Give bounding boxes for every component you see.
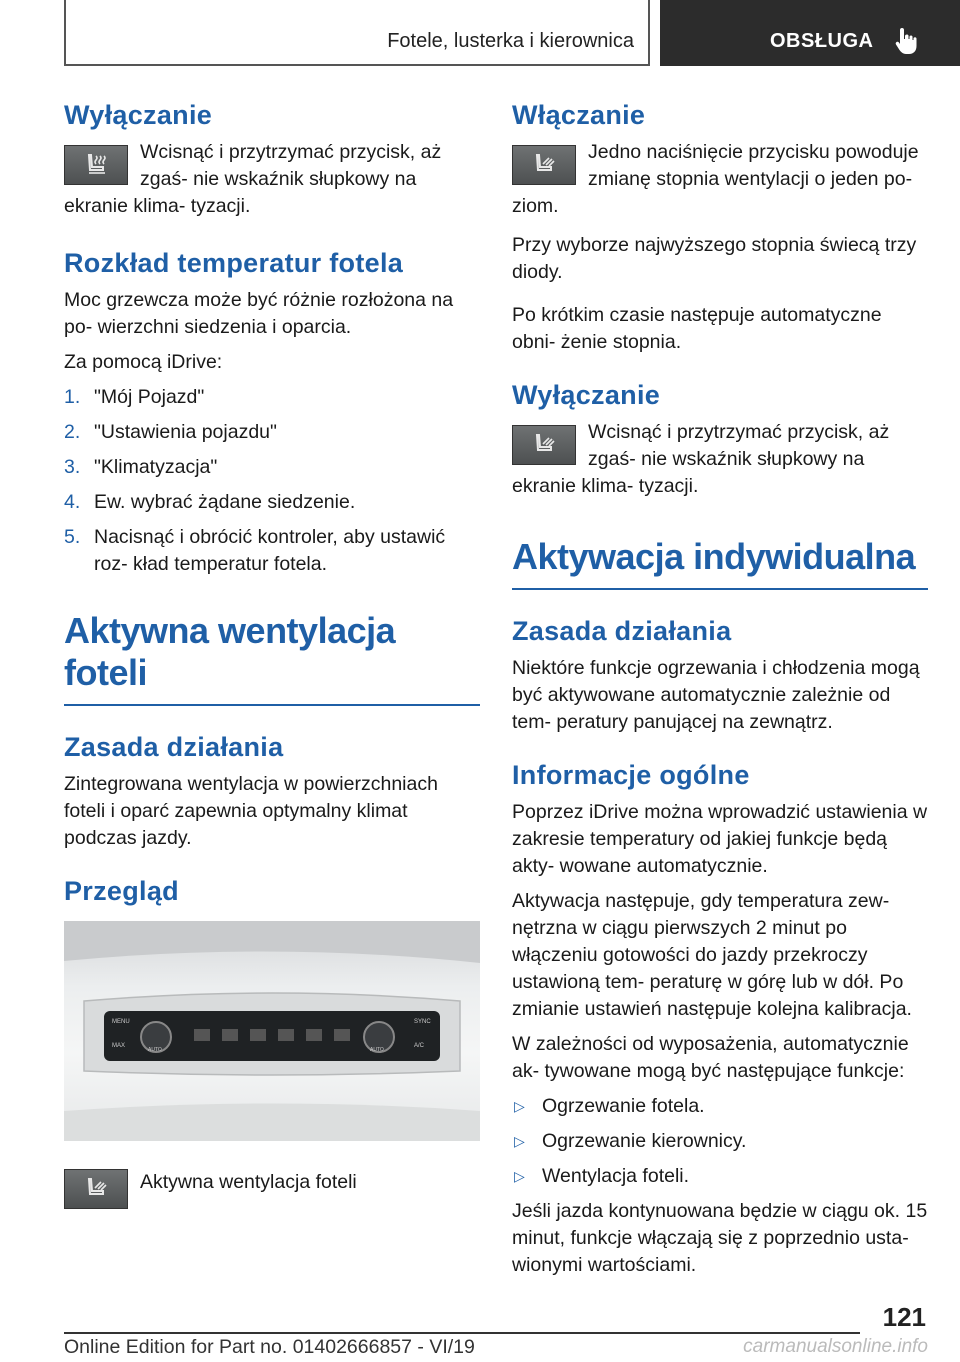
auto-functions-list: [512, 1093, 928, 1190]
climate-panel-photo: [64, 921, 480, 1141]
seat-ventilation-icon: [529, 152, 559, 178]
list-item: ▷ Ogrzewanie kierownicy.: [512, 1128, 928, 1155]
list-item: 2. "Ustawienia pojazdu": [64, 421, 277, 443]
watermark: carmanualsonline.info: [743, 1336, 928, 1357]
seat-ventilation-button: [64, 1169, 128, 1209]
page-number: 121: [882, 1302, 926, 1332]
triangle-bullet-icon: ▷: [514, 1133, 525, 1149]
off-text: Wcisnąć i przytrzymać przycisk, aż zgaś‐ nie wskaźnik słupkowy na ekranie klima‐ tyzacji.: [512, 421, 890, 497]
principle-text: Zintegrowana wentylacja w powierzchniach foteli i oparć zapewnia optymalny klimat podczas jazdy.: [64, 773, 438, 849]
off-instruction: [512, 419, 928, 500]
list-item: 3. "Klimatyzacja": [64, 456, 218, 478]
panel-label-max: MAX: [112, 1043, 126, 1049]
triangle-bullet-icon: ▷: [514, 1098, 525, 1114]
off-instruction: [64, 139, 480, 220]
heading-off: Wyłączanie: [64, 100, 213, 130]
triangle-bullet-icon: ▷: [514, 1168, 525, 1184]
on-paragraph-3: Po krótkim czasie następuje automatyczne obni‐ żenie stopnia.: [512, 304, 882, 353]
header-section-title: Fotele, lusterka i kierownica: [387, 30, 634, 52]
list-item: ▷ Wentylacja foteli.: [512, 1163, 928, 1190]
list-item: 1. "Mój Pojazd": [64, 386, 205, 408]
edition-text: Online Edition for Part no. 01402666857 - VI/19: [64, 1336, 475, 1358]
off-text: Wcisnąć i przytrzymać przycisk, aż zgaś‐ nie wskaźnik słupkowy na ekranie klima‐ tyzacji.: [64, 141, 442, 217]
on-text: Jedno naciśnięcie przycisku powoduje zmianę stopnia wentylacji o jeden po‐ ziom.: [512, 141, 919, 217]
panel-label-sync: SYNC: [414, 1019, 431, 1025]
idrive-steps: [64, 384, 480, 578]
list-item: 5. Nacisnąć i obrócić kontroler, aby ustawić roz‐ kład temperatur fotela.: [64, 526, 446, 575]
seat-heating-button: [64, 145, 128, 185]
heading-principle: Zasada działania: [512, 616, 732, 646]
on-paragraph-2: Przy wyborze najwyższego stopnia świecą trzy diody.: [512, 234, 917, 283]
heading-temperature-distribution: Rozkład temperatur fotela: [64, 248, 404, 278]
climate-panel-illustration: [64, 921, 480, 1141]
idrive-intro: Za pomocą iDrive:: [64, 351, 223, 373]
heading-principle: Zasada działania: [64, 732, 284, 762]
seat-ventilation-icon: [529, 432, 559, 458]
hand-pointer-icon: [893, 26, 921, 56]
panel-label-menu: MENU: [112, 1019, 130, 1025]
seat-ventilation-button: [512, 425, 576, 465]
on-instruction: [512, 139, 928, 220]
photo-caption-block: [64, 1163, 480, 1209]
right-column: [512, 100, 928, 1287]
list-item: ▷ Ogrzewanie fotela.: [512, 1093, 928, 1120]
panel-label-auto-right: AUTO: [370, 1047, 384, 1053]
heading-individual-activation: Aktywacja indywidualna: [512, 536, 928, 590]
heading-general-info: Informacje ogólne: [512, 760, 750, 790]
general-paragraph-3: W zależności od wyposażenia, automatycznie ak‐ tywowane mogą być następujące funkcje:: [512, 1033, 909, 1082]
general-paragraph-2: Aktywacja następuje, gdy temperatura zew‐ nętrzna w ciągu pierwszych 2 minut po włączeniu gotowości do jazdy przekroczy ustawioną tem‐ peraturę w górę lub w dół. Po zmianie ustawień następuje kolejna kalibracja.: [512, 890, 912, 1020]
photo-caption: Aktywna wentylacja foteli: [140, 1171, 357, 1193]
left-column: [64, 100, 480, 1221]
seat-heating-icon: [81, 152, 111, 178]
general-paragraph-1: Poprzez iDrive można wprowadzić ustawienia w zakresie temperatury od jakiej funkcje będą akty‐ wowane automatycznie.: [512, 801, 928, 877]
panel-label-auto-left: AUTO: [148, 1047, 162, 1053]
heading-active-ventilation: Aktywna wentylacja foteli: [64, 610, 480, 706]
header-section-tab: [64, 0, 650, 66]
heading-on: Włączanie: [512, 100, 646, 130]
header-chapter-title: OBSŁUGA: [770, 30, 874, 52]
panel-label-ac: A/C: [414, 1043, 425, 1049]
footer-divider: [64, 1332, 860, 1334]
heading-off: Wyłączanie: [512, 380, 661, 410]
list-item: 4. Ew. wybrać żądane siedzenie.: [64, 491, 356, 513]
seat-ventilation-button: [512, 145, 576, 185]
principle-text: Niektóre funkcje ogrzewania i chłodzenia mogą być aktywowane automatycznie zależnie od tem‐ peratury panującej na zewnątrz.: [512, 657, 920, 733]
distribution-text: Moc grzewcza może być różnie rozłożona na po‐ wierzchni siedzenia i oparcia.: [64, 289, 454, 338]
heading-overview: Przegląd: [64, 876, 179, 906]
seat-ventilation-icon: [81, 1176, 111, 1202]
general-paragraph-4: Jeśli jazda kontynuowana będzie w ciągu ok. 15 minut, funkcje włączają się z poprzednio usta‐ wionymi wartościami.: [512, 1200, 928, 1276]
